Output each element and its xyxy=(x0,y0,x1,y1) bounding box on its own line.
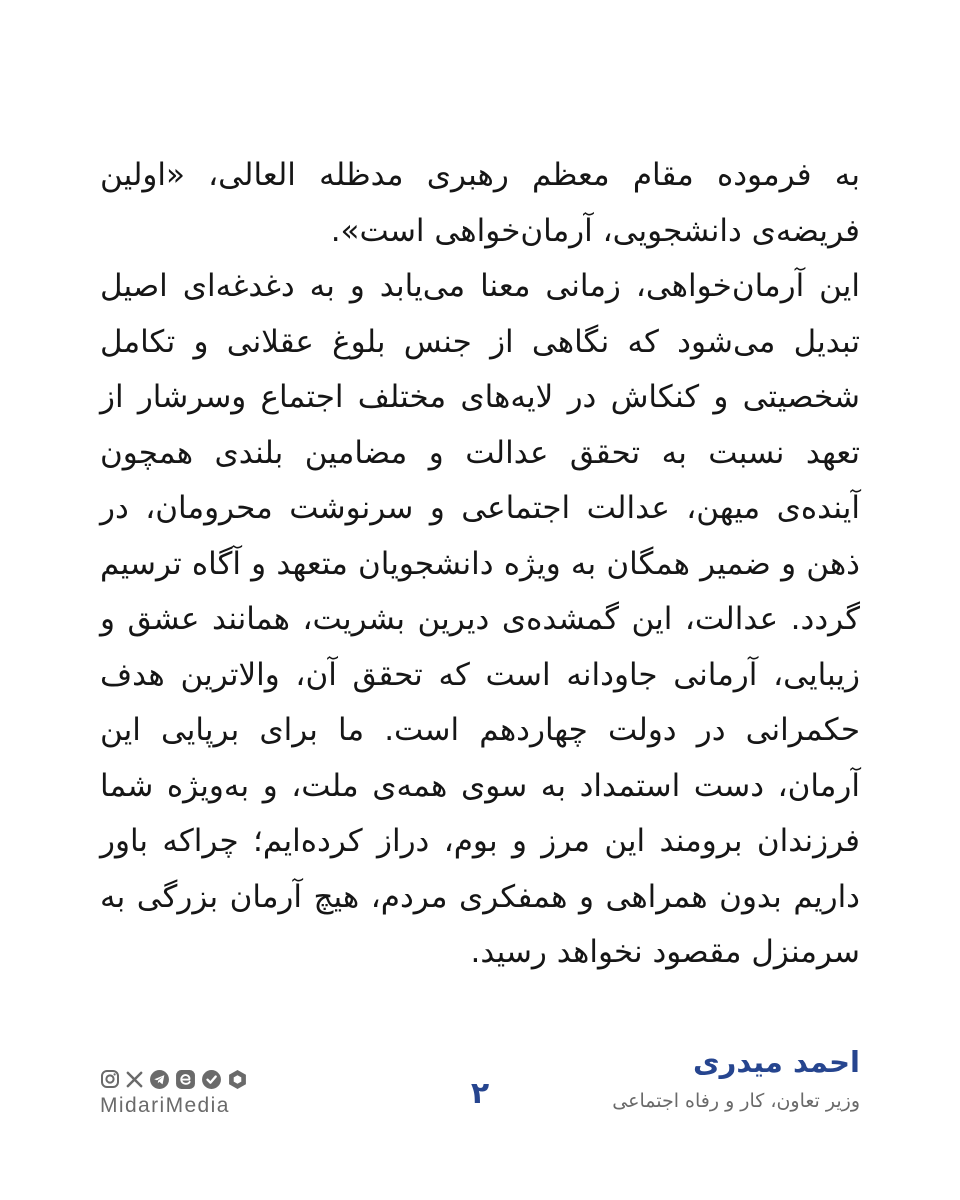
brand-block xyxy=(100,1066,248,1118)
page-number: ۲ xyxy=(470,1076,490,1111)
telegram-icon[interactable] xyxy=(149,1069,170,1090)
paragraph-quote: به فرموده مقام معظم رهبری مدظله العالی، «اولین فریضه‌ی دانشجویی، آرمان‌خواهی است». xyxy=(100,157,860,249)
brand-name: MidariMedia xyxy=(100,1094,230,1117)
bale-icon[interactable] xyxy=(201,1069,222,1090)
body-text xyxy=(100,148,860,981)
rubika-icon[interactable] xyxy=(227,1069,248,1090)
eitaa-icon[interactable] xyxy=(175,1069,196,1090)
paragraph-main: این آرمان‌خواهی، زمانی معنا می‌یابد و به دغدغه‌ای اصیل تبدیل می‌شود که نگاهی از جنس بلوغ عقلانی و تکامل شخصیتی و کنکاش در لایه‌های مختلف اجتماع وسرشار از تعهد نسبت به تحقق عدالت و مضامین بلندی همچون آینده‌ی میهن، عدالت اجتماعی و سرنوشت محرومان، در ذهن و ضمیر همگان به ویژه دانشجویان متعهد و آگاه ترسیم گردد. عدالت، این گمشده‌ی دیرین بشریت، همانند عشق و زیبایی، آرمانی جاودانه است که تحقق آن، والاترین هدف حکمرانی در دولت چهاردهم است. ما برای برپایی این آرمان، دست استمداد به سوی همه‌ی ملت، و به‌ویژه شما فرزندان برومند این مرز و بوم، دراز کرده‌ایم؛ چراکه باور داریم بدون همراهی و همفکری مردم، هیچ آرمان بزرگی به سرمنزل مقصود نخواهد رسید. xyxy=(100,268,860,970)
author-name: احمد میدری xyxy=(693,1045,860,1079)
social-icons xyxy=(100,1066,248,1092)
x-icon[interactable] xyxy=(125,1070,144,1089)
author-title: وزیر تعاون، کار و رفاه اجتماعی xyxy=(612,1090,860,1112)
instagram-icon[interactable] xyxy=(100,1069,120,1089)
